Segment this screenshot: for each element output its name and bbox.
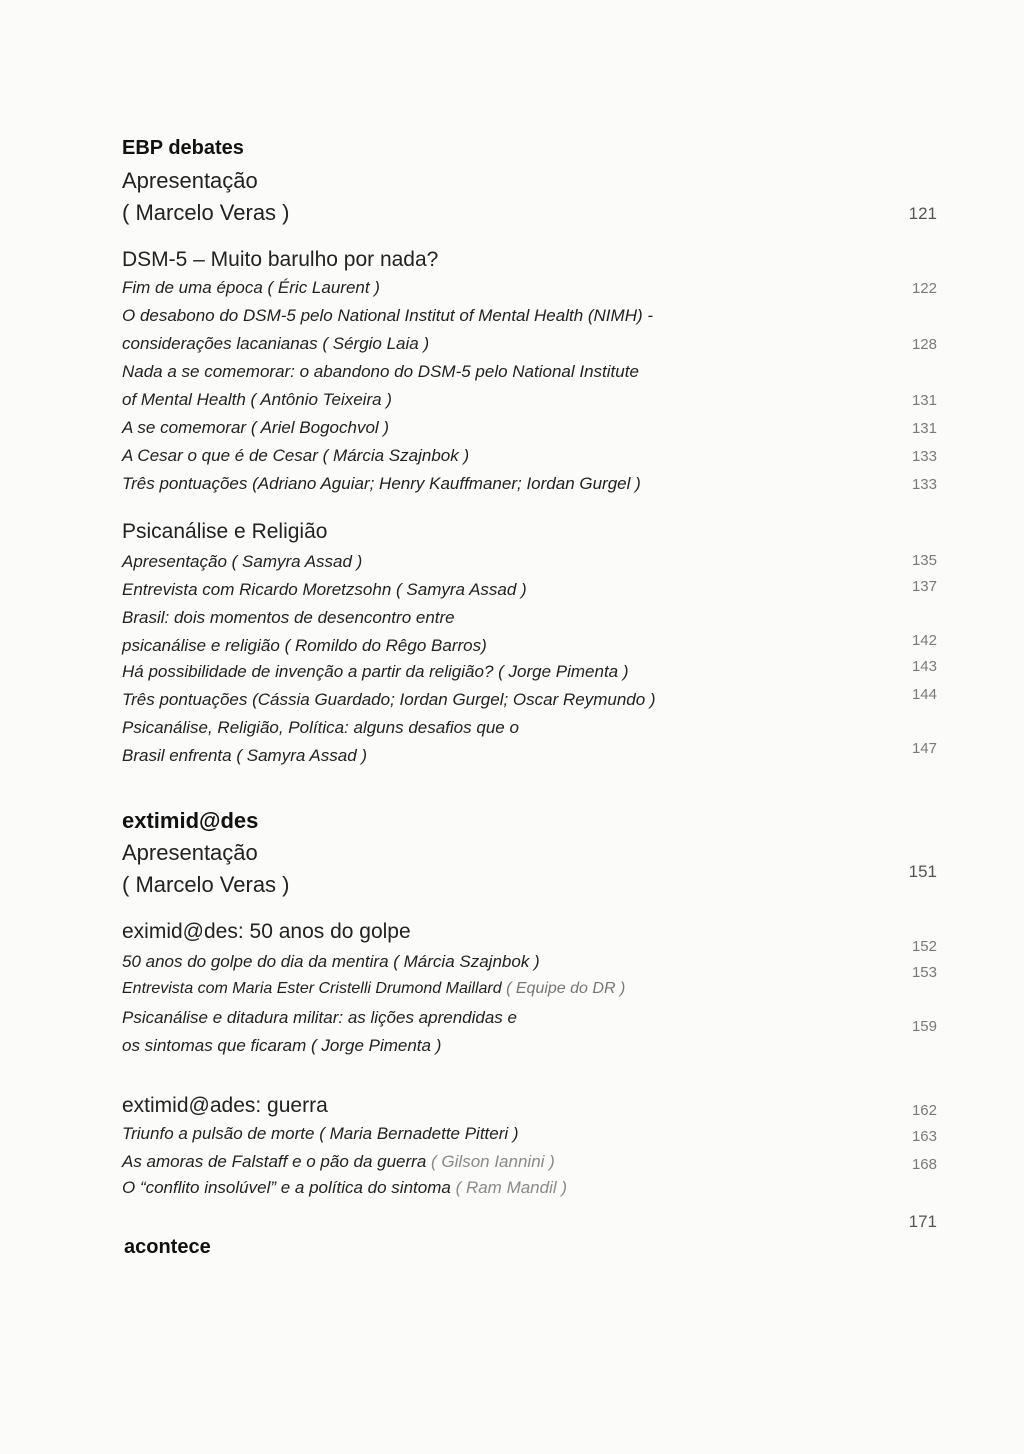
entry-author: (Cássia Guardado; Iordan Gurgel; Oscar Reymundo )	[252, 690, 656, 709]
entry-title: Entrevista com Ricardo Moretzsohn	[122, 580, 392, 599]
entry-title: A Cesar o que é de Cesar	[122, 446, 318, 465]
entry-title: O desabono do DSM-5 pelo National Institut of Mental Health (NIMH) -	[122, 306, 654, 325]
entry-author: ( Samyra Assad )	[236, 746, 368, 765]
entry-author: ( Romildo do Rêgo Barros)	[284, 636, 487, 655]
toc-entry	[122, 952, 540, 972]
entry-author: ( Gilson Iannini )	[431, 1152, 555, 1171]
toc-entry	[122, 446, 469, 466]
toc-entry	[122, 552, 362, 572]
entry-author: ( Antônio Teixeira )	[250, 390, 392, 409]
entry-title: Psicanálise e ditadura militar: as lições aprendidas e	[122, 1008, 517, 1027]
toc-entry	[122, 980, 625, 998]
page-number: 131	[911, 420, 937, 437]
page-number: 151	[908, 862, 937, 881]
page-number: 144	[911, 686, 937, 703]
section-intro-author: ( Marcelo Veras )	[122, 872, 290, 897]
toc-entry	[122, 1124, 519, 1144]
section-heading-ebp-debates: EBP debates	[122, 137, 244, 159]
entry-title: Há possibilidade de invenção a partir da religião?	[122, 662, 494, 681]
entry-title: Fim de uma época	[122, 278, 263, 297]
page-number: 137	[911, 578, 937, 595]
toc-entry	[122, 278, 380, 298]
page-number: 162	[911, 1102, 937, 1119]
group-title-dsm5: DSM-5 – Muito barulho por nada?	[122, 248, 439, 271]
page-number: 122	[911, 280, 937, 297]
entry-title-cont: psicanálise e religião	[122, 636, 280, 655]
toc-entry	[122, 418, 389, 438]
toc-entry	[122, 636, 487, 656]
entry-author: ( Jorge Pimenta )	[498, 662, 629, 681]
entry-author: ( Maria Bernadette Pitteri )	[319, 1124, 519, 1143]
entry-title: Três pontuações	[122, 690, 248, 709]
toc-entry	[122, 1036, 441, 1056]
entry-title: Brasil: dois momentos de desencontro entre	[122, 608, 455, 627]
toc-entry	[122, 662, 629, 682]
group-title-guerra: extimid@ades: guerra	[122, 1094, 328, 1117]
entry-author: ( Éric Laurent )	[267, 278, 380, 297]
entry-author: ( Jorge Pimenta )	[310, 1036, 442, 1055]
page-number: 147	[911, 740, 937, 757]
entry-title: O “conflito insolúvel” e a política do sintoma	[122, 1178, 451, 1197]
entry-author: ( Samyra Assad )	[231, 552, 363, 571]
group-title-50-anos-golpe: eximid@des: 50 anos do golpe	[122, 920, 411, 943]
page-number: 128	[911, 336, 937, 353]
entry-author: (Adriano Aguiar; Henry Kauffmaner; Iordan Gurgel )	[252, 474, 641, 493]
page-number: 152	[911, 938, 937, 955]
entry-title: Psicanálise, Religião, Política: alguns desafios que o	[122, 718, 519, 737]
toc-entry	[122, 474, 641, 494]
entry-title: A se comemorar	[122, 418, 247, 437]
entry-title: Três pontuações	[122, 474, 248, 493]
toc-entry	[122, 580, 527, 600]
entry-title: Entrevista com Maria Ester Cristelli Drumond Maillard	[122, 980, 502, 997]
toc-entry	[122, 390, 392, 410]
section-heading-acontece: acontece	[124, 1236, 211, 1258]
section-heading-extimidades: extimid@des	[122, 808, 259, 833]
toc-entry	[122, 690, 656, 710]
toc-entry	[122, 334, 429, 354]
entry-title: Triunfo a pulsão de morte	[122, 1124, 315, 1143]
entry-author: ( Sérgio Laia )	[322, 334, 430, 353]
entry-author: ( Ram Mandil )	[455, 1178, 568, 1197]
entry-author: ( Equipe do DR )	[506, 980, 626, 997]
page-number: 163	[911, 1128, 937, 1145]
page-number: 133	[911, 476, 937, 493]
page-number: 159	[911, 1018, 937, 1035]
entry-title: 50 anos do golpe do dia da mentira	[122, 952, 389, 971]
page-number: 133	[911, 448, 937, 465]
entry-title: Nada a se comemorar: o abandono do DSM-5 pelo National Institute	[122, 362, 639, 381]
entry-title-cont: considerações lacanianas	[122, 334, 318, 353]
page-number: 171	[908, 1212, 937, 1231]
page-number: 153	[911, 964, 937, 981]
page-number: 135	[911, 552, 937, 569]
page-number: 131	[911, 392, 937, 409]
page-number: 142	[911, 632, 937, 649]
toc-entry	[122, 746, 367, 766]
entry-title-cont: of Mental Health	[122, 390, 246, 409]
group-title-psicanalise-religiao: Psicanálise e Religião	[122, 520, 328, 543]
page-number: 143	[911, 658, 937, 675]
entry-author: ( Márcia Szajnbok )	[393, 952, 540, 971]
entry-title: As amoras de Falstaff e o pão da guerra	[122, 1152, 427, 1171]
toc-entry	[122, 1178, 567, 1198]
entry-author: ( Samyra Assad )	[396, 580, 527, 599]
entry-author: ( Ariel Bogochvol )	[250, 418, 390, 437]
entry-title: Apresentação	[122, 552, 227, 571]
entry-title-cont: Brasil enfrenta	[122, 746, 232, 765]
entry-author: ( Márcia Szajnbok )	[322, 446, 470, 465]
page-number: 168	[911, 1156, 937, 1173]
section-intro-author: ( Marcelo Veras )	[122, 200, 290, 225]
section-intro-title: Apresentação	[122, 168, 258, 193]
page-number: 121	[908, 204, 937, 223]
toc-entry	[122, 1152, 555, 1172]
section-intro-title: Apresentação	[122, 840, 258, 865]
entry-title-cont: os sintomas que ficaram	[122, 1036, 307, 1055]
